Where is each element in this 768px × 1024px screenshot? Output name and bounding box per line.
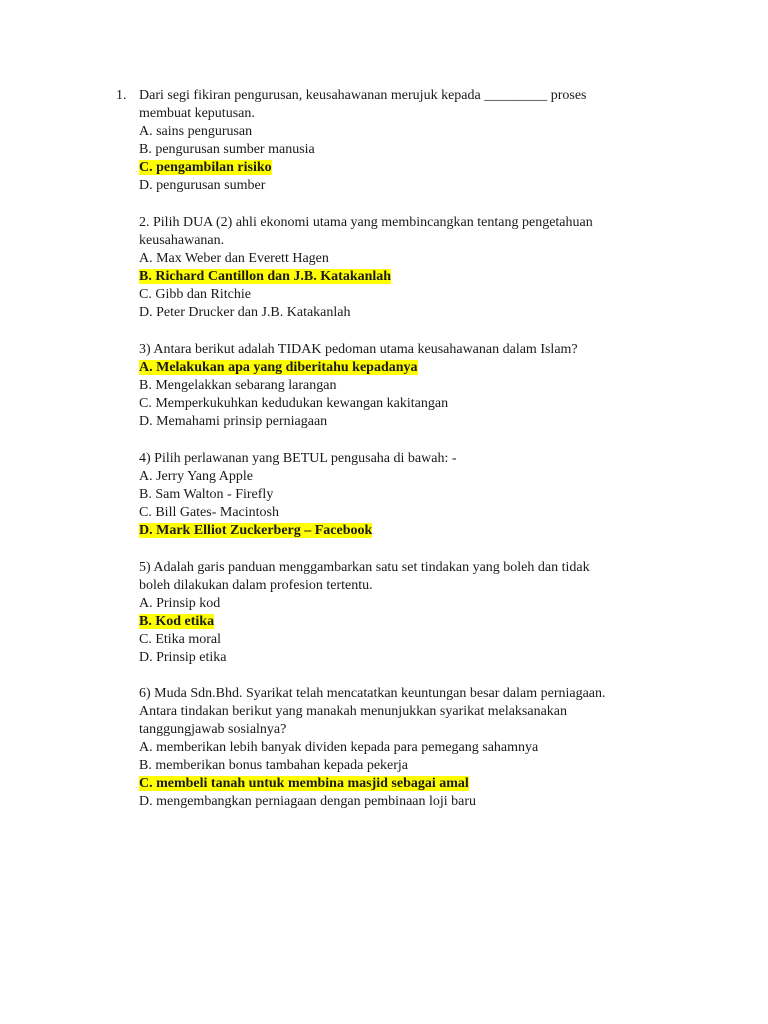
question-2-option-b-answer [139,268,679,286]
question-2-option-c: C. Gibb dan Ritchie [139,287,251,302]
question-2 [139,214,679,322]
question-4-stem-line-1: 4) Pilih perlawanan yang BETUL pengusaha di bawah: - [139,451,457,466]
question-3-option-d: D. Memahami prinsip perniagaan [139,414,328,429]
question-2-stem-line-1: 2. Pilih DUA (2) ahli ekonomi utama yang membincangkan tentang pengetahuan [139,215,593,230]
question-1 [139,87,679,195]
question-1-stem-line-1: Dari segi fikiran pengurusan, keusahawanan merujuk kepada _________ proses [139,88,587,103]
question-3 [139,341,679,431]
answer-highlight: C. membeli tanah untuk membina masjid sebagai amal [139,776,469,791]
question-1-option-c-answer [139,159,679,177]
answer-highlight: C. pengambilan risiko [139,160,272,175]
answer-highlight: B. Richard Cantillon dan J.B. Katakanlah [139,269,392,284]
question-3-option-c: C. Memperkukuhkan kedudukan kewangan kakitangan [139,396,449,411]
answer-highlight: A. Melakukan apa yang diberitahu kepadanya [139,360,418,375]
question-6 [139,685,679,811]
question-1-stem-line-2: membuat keputusan. [139,106,255,121]
question-1-option-a: A. sains pengurusan [139,124,253,139]
question-3-stem-line-1: 3) Antara berikut adalah TIDAK pedoman utama keusahawanan dalam Islam? [139,342,578,357]
answer-highlight: D. Mark Elliot Zuckerberg – Facebook [139,523,373,538]
question-6-option-c-answer [139,775,679,793]
question-4 [139,450,679,540]
question-2-option-d: D. Peter Drucker dan J.B. Katakanlah [139,305,351,320]
question-5-stem-line-2: boleh dilakukan dalam profesion tertentu. [139,578,373,593]
question-5 [139,559,679,667]
question-1-option-d: D. pengurusan sumber [139,178,266,193]
question-5-stem-line-1: 5) Adalah garis panduan menggambarkan satu set tindakan yang boleh dan tidak [139,560,590,575]
question-4-option-d-answer [139,522,679,540]
answer-highlight: B. Kod etika [139,614,215,629]
question-5-option-c: C. Etika moral [139,632,222,647]
question-6-stem-line-2: Antara tindakan berikut yang manakah menunjukkan syarikat melaksanakan [139,704,568,719]
question-3-option-a-answer [139,359,679,377]
question-6-option-a: A. memberikan lebih banyak dividen kepada para pemegang sahamnya [139,740,539,755]
question-1-option-b: B. pengurusan sumber manusia [139,142,315,157]
question-5-option-b-answer [139,613,679,631]
question-1-number: 1. [116,88,127,103]
question-3-option-b: B. Mengelakkan sebarang larangan [139,378,337,393]
question-6-stem-line-3: tanggungjawab sosialnya? [139,722,287,737]
question-6-option-b: B. memberikan bonus tambahan kepada pekerja [139,758,409,773]
question-4-option-a: A. Jerry Yang Apple [139,469,253,484]
question-4-option-b: B. Sam Walton - Firefly [139,487,274,502]
question-2-stem-line-2: keusahawanan. [139,233,225,248]
question-6-stem-line-1: 6) Muda Sdn.Bhd. Syarikat telah mencatatkan keuntungan besar dalam perniagaan. [139,686,606,701]
question-6-option-d: D. mengembangkan perniagaan dengan pembinaan loji baru [139,794,477,809]
question-4-option-c: C. Bill Gates- Macintosh [139,505,279,520]
question-2-option-a: A. Max Weber dan Everett Hagen [139,251,329,266]
question-5-option-a: A. Prinsip kod [139,596,221,611]
question-5-option-d: D. Prinsip etika [139,650,227,665]
